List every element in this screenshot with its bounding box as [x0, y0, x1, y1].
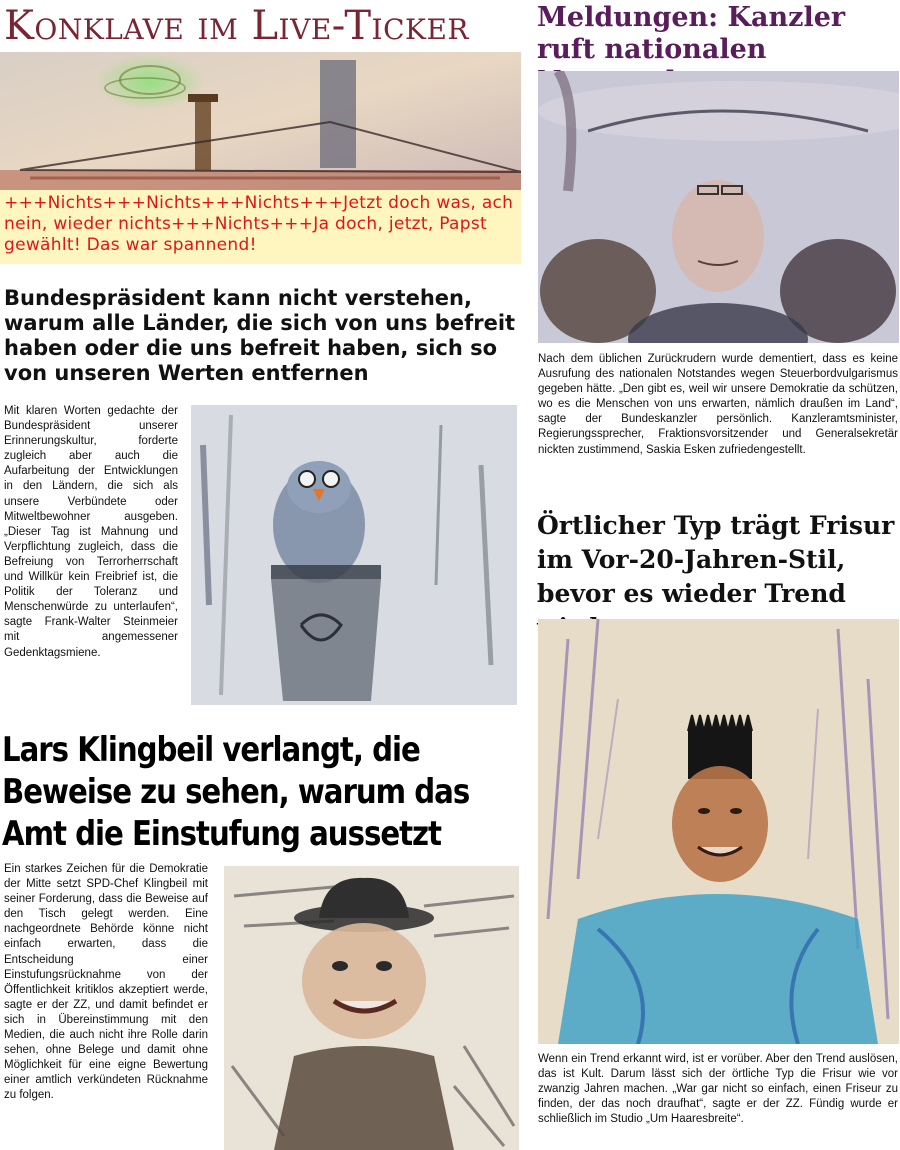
frisur-body: Wenn ein Trend erkannt wird, ist er vorüber. Aber den Trend auslösen, das ist Kult. Darum lässt sich der örtliche Typ die Frisur wie vor zwanzig Jahren machen. „War gar nicht so einfach, einen Friseur zu finden, der das noch draufhat“, sagte er der ZZ. Fündig wurde er schließlich im Studio „Um Haaresbreite“.	[538, 1053, 898, 1126]
owl-lectern-illustration	[191, 405, 517, 705]
klingbeil-headline: Lars Klingbeil verlangt, die Beweise zu sehen, warum das Amt die Einstufung aussetzt	[2, 730, 470, 854]
meldungen-headline: Meldungen: Kanzler ruft nationalen	[537, 2, 846, 65]
chancellor-illustration	[538, 71, 899, 343]
bundespraesident-body: Mit klaren Worten gedachte der Bundespräsident unserer Erinnerungskultur, forderte zugleich aber auch die Aufarbeitung der Entwicklungen in den Ländern, die sich als unsere Verbündete oder Mitweltbewohner ausgeben. „Dieser Tag ist Mahnung und Verpflichtung zugleich, dass die Befreiung von Terrorherrschaft und Willkür kein Freibrief ist, die Politik der Toleranz und Menschenwürde zu unterlaufen“, sagte Frank-Walter Steinmeier mit angemessener Gedenktagsmiene.	[4, 405, 178, 659]
bundespraesident-headline: Bundespräsident kann nicht verstehen, warum alle Länder, die sich von uns befreit haben oder die uns befreit haben, sich so von unseren Werten entfernen	[4, 286, 516, 385]
flat-top-haircut-illustration	[538, 619, 899, 1044]
ticker-title: Konklave im Live-Ticker	[4, 3, 469, 49]
ticker-text: +++Nichts+++Nichts+++Nichts+++Jetzt doch was, ach nein, wieder nichts+++Nichts+++Ja doch, jetzt, Papst gewählt! Das war spannend!	[0, 190, 521, 264]
klingbeil-body: Ein starkes Zeichen für die Demokratie der Mitte setzt SPD-Chef Klingbeil mit seiner Forderung, dass die Beweise auf den Tisch gelegt werden. Eine nachgeordnete Behörde könne nicht einfach erwarten, dass die Entscheidung einer Einstufungsrücknahme von der Öffentlichkeit kritiklos akzeptiert werde, sagte er der ZZ, und damit befindet er sich in Übereinstimmung mit den Medien, die auch nicht ihre Rolle darin sehen, ohne Belege und damit ohne Möglichkeit für eine eigne Bewertung einer amtlich verkündeten Rücknahme zu folgen.	[4, 863, 208, 1102]
man-with-hat-illustration	[224, 866, 519, 1150]
frisur-headline: Örtlicher Typ trägt Frisur im Vor-20-Jahren-Stil, bevor es wieder Trend	[537, 511, 895, 608]
meldungen-body: Nach dem üblichen Zurückrudern wurde dementiert, dass es keine Ausrufung des nationalen Notstandes wegen Steuerbordvulgarismus gegeben hätte. „Den gibt es, weil wir unsere Demokratie da schützen, wo es die Menschen von uns erwarten, nämlich draußen im Land“, sagte der Bundeskanzler persönlich. Kanzleramtsminister, Regierungssprecher, Fraktionsvorsitzender und Generalsekretär nickten zustimmend, Saskia Esken zufriedengestellt.	[538, 353, 898, 456]
conclave-roof-illustration	[0, 52, 521, 190]
